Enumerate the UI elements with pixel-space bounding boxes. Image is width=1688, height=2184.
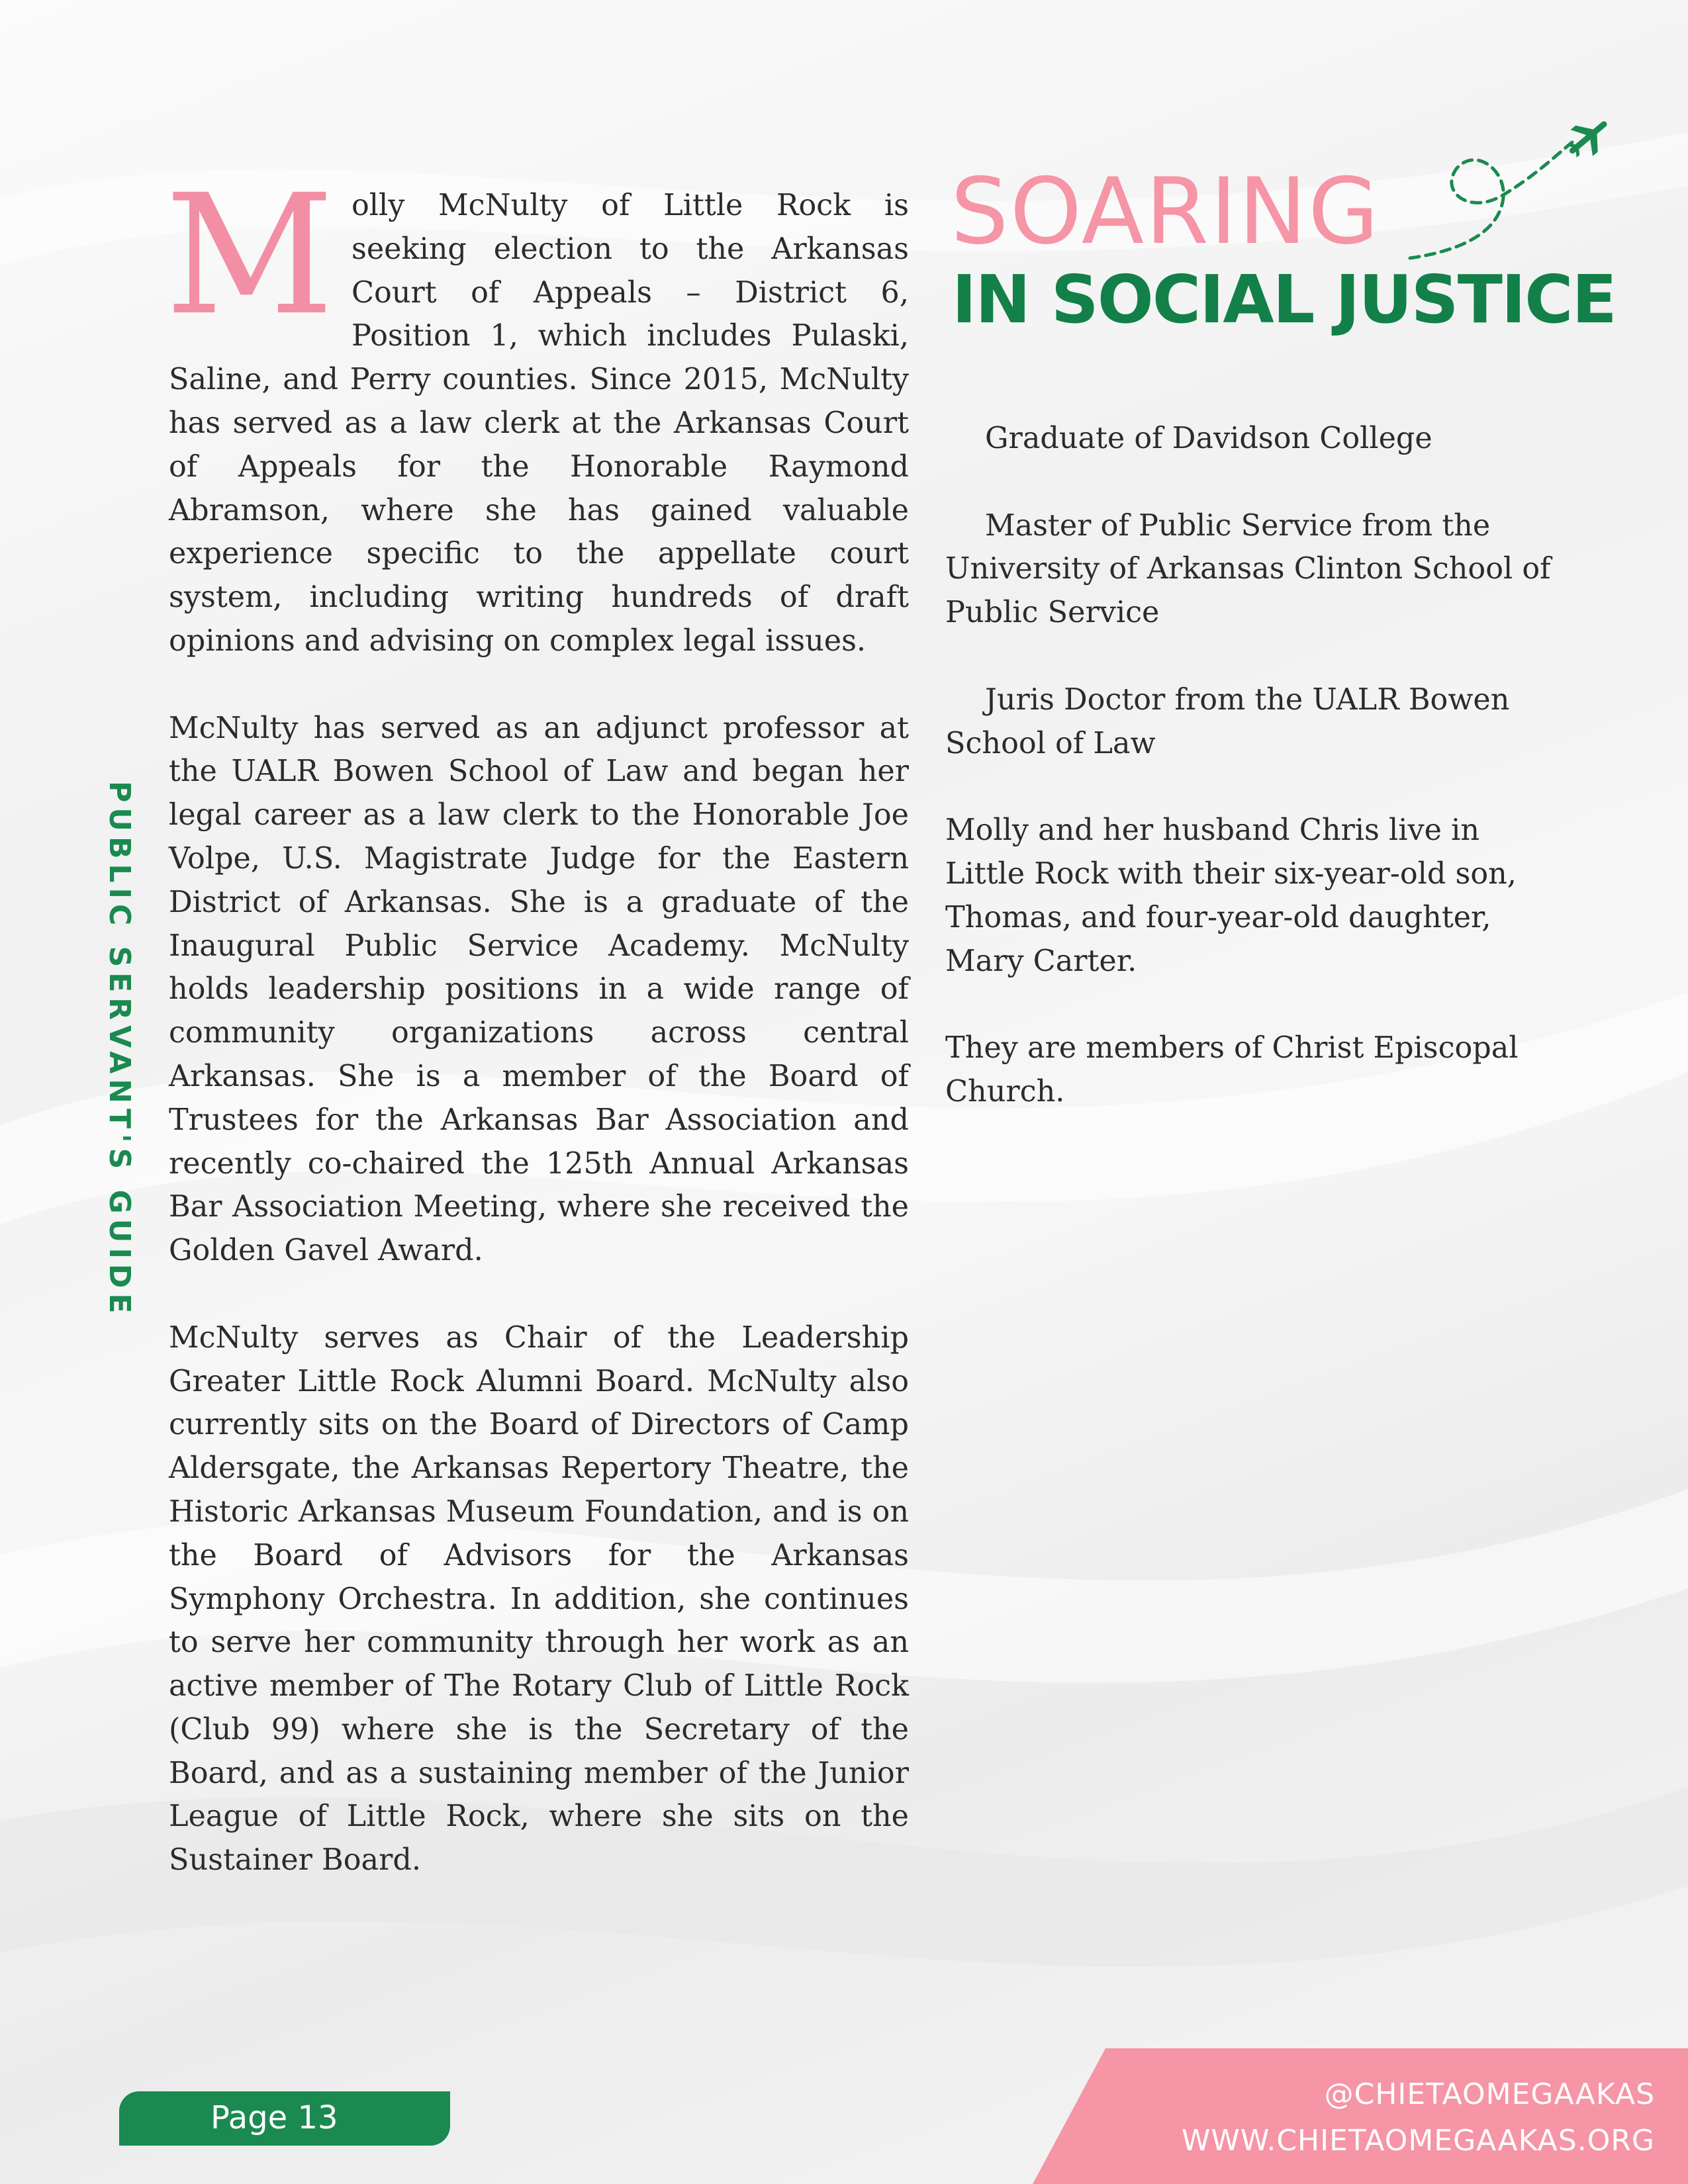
left-column (165, 159, 909, 1926)
side-label: PUBLIC SERVANT'S GUIDE (103, 781, 136, 1319)
right-column (945, 417, 1568, 1158)
paragraph-3: McNulty serves as Chair of the Leadership Greater Little Rock Alumni Board. McNulty also currently sits on the Board of Directors of Camp Aldersgate, the Arkansas Repertory Theatre, the Historic Arkansas Museum Foundation, and is on the Board of Advisors for the Arkansas Symphony Orchestra. In addition, she continues to serve her community through her work as an active member of The Rotary Club of Little Rock (Club 99) where she is the Secretary of the Board, and as a sustaining member of the Junior League of Little Rock, where she sits on the Sustainer Board. (169, 1320, 909, 1878)
title-social-justice: IN SOCIAL JUSTICE (952, 261, 1616, 338)
church-paragraph: They are members of Christ Episcopal Church. (945, 1031, 1519, 1109)
paragraph-2: McNulty has served as an adjunct professor at the UALR Bowen School of Law and began her legal career as a law clerk to the Honorable Joe Volpe, U.S. Magistrate Judge for the Eastern District of Arkansas. She is a graduate of the Inaugural Public Service Academy. McNulty holds leadership positions in a wide range of community organizations across central Arkansas. She is a member of the Board of Trustees for the Arkansas Bar Association and recently co-chaired the 125th Annual Arkansas Bar Association Meeting, where she received the Golden Gavel Award. (169, 711, 909, 1268)
education-item-1: Graduate of Davidson College (985, 422, 1432, 455)
airplane-icon (1403, 109, 1615, 268)
footer-contact (1182, 2071, 1655, 2164)
education-item-2: Master of Public Service from the University of Arkansas Clinton School of Public Service (945, 508, 1551, 630)
social-handle[interactable]: @CHIETAOMEGAAKAS (1324, 2077, 1655, 2111)
title-soaring: SOARING (951, 158, 1380, 265)
dropcap: M (165, 159, 334, 351)
family-paragraph: Molly and her husband Chris live in Little Rock with their six-year-old son, Thomas, and four-year-old daughter, Mary Carter. (945, 813, 1517, 978)
page-number-tab (119, 2091, 450, 2146)
paragraph-1-text: olly McNulty of Little Rock is seeking election to the Arkansas Court of Appeals – District 6, Position 1, which includes Pulaski, Saline, and Perry counties. Since 2015, McNulty has served as a law clerk at the Arkansas Court of Appeals for the Honorable Raymond Abramson, where she has gained valuable experience specific to the appellate court system, including writing hundreds of draft opinions and advising on complex legal issues. (169, 189, 909, 658)
website-link[interactable]: WWW.CHIETAOMEGAAKAS.ORG (1181, 2124, 1655, 2158)
education-item-3: Juris Doctor from the UALR Bowen School of Law (945, 682, 1510, 760)
page-number: Page 13 (211, 2099, 338, 2136)
paragraph-1 (165, 159, 909, 663)
